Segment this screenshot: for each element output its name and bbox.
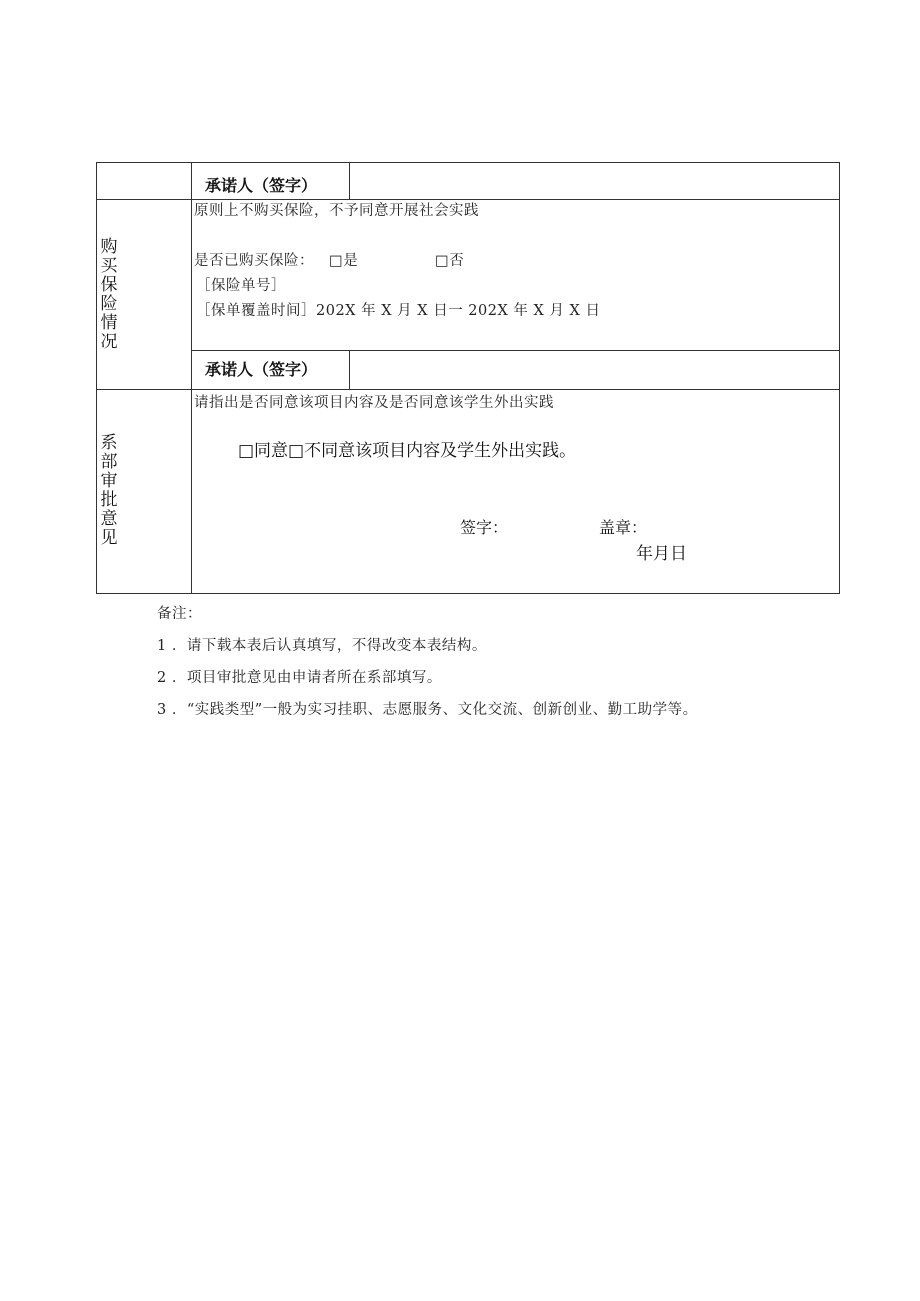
signer-field-row1[interactable] bbox=[352, 165, 836, 197]
row-divider-3 bbox=[96, 389, 840, 390]
insurance-section-label: 购买保险情况 bbox=[100, 237, 118, 352]
label-column-divider bbox=[191, 162, 192, 594]
insurance-coverage-label: ［保单覆盖时间］202X 年 X 月 X 日一 202X 年 X 月 X 日 bbox=[196, 303, 601, 319]
table-border-bottom bbox=[96, 593, 840, 594]
signer-cell-divider-1 bbox=[349, 162, 350, 199]
table-border-right bbox=[839, 162, 840, 594]
insurance-option-no[interactable]: □否 bbox=[435, 253, 465, 269]
signer-label-row2: 承诺人（签字） bbox=[205, 360, 318, 379]
approval-form-table bbox=[0, 0, 920, 600]
department-options-line[interactable]: □同意□不同意该项目内容及学生外出实践。 bbox=[238, 441, 577, 461]
signer-label-row1: 承诺人（签字） bbox=[205, 176, 318, 195]
note-item-1: 1 ．请下载本表后认真填写，不得改变本表结构。 bbox=[157, 638, 487, 654]
insurance-purchased-question: 是否已购买保险： bbox=[194, 253, 314, 269]
table-border-left bbox=[96, 162, 97, 594]
note-item-3: 3 ．“实践类型”一般为实习挂职、志愿服务、文化交流、创新创业、勤工助学等。 bbox=[157, 702, 698, 718]
department-section-label: 系部审批意见 bbox=[100, 433, 118, 548]
row-divider-2 bbox=[191, 350, 840, 351]
insurance-principle-text: 原则上不购买保险，不予同意开展社会实践 bbox=[194, 203, 479, 219]
insurance-policy-number-label: ［保险单号］ bbox=[196, 278, 286, 294]
insurance-option-yes[interactable]: □是 bbox=[329, 253, 359, 269]
department-seal-label: 盖章： bbox=[599, 518, 648, 537]
row-divider-1 bbox=[96, 199, 840, 200]
department-prompt-text: 请指出是否同意该项目内容及是否同意该学生外出实践 bbox=[194, 395, 554, 411]
note-item-2: 2 ．项目审批意见由申请者所在系部填写。 bbox=[157, 670, 442, 686]
department-date-label: 年月日 bbox=[636, 544, 687, 564]
signer-field-row2[interactable] bbox=[352, 353, 836, 387]
notes-heading: 备注： bbox=[157, 606, 202, 622]
signer-cell-divider-2 bbox=[349, 350, 350, 389]
department-signature-label: 签字： bbox=[460, 518, 509, 537]
table-border-top bbox=[96, 162, 840, 163]
